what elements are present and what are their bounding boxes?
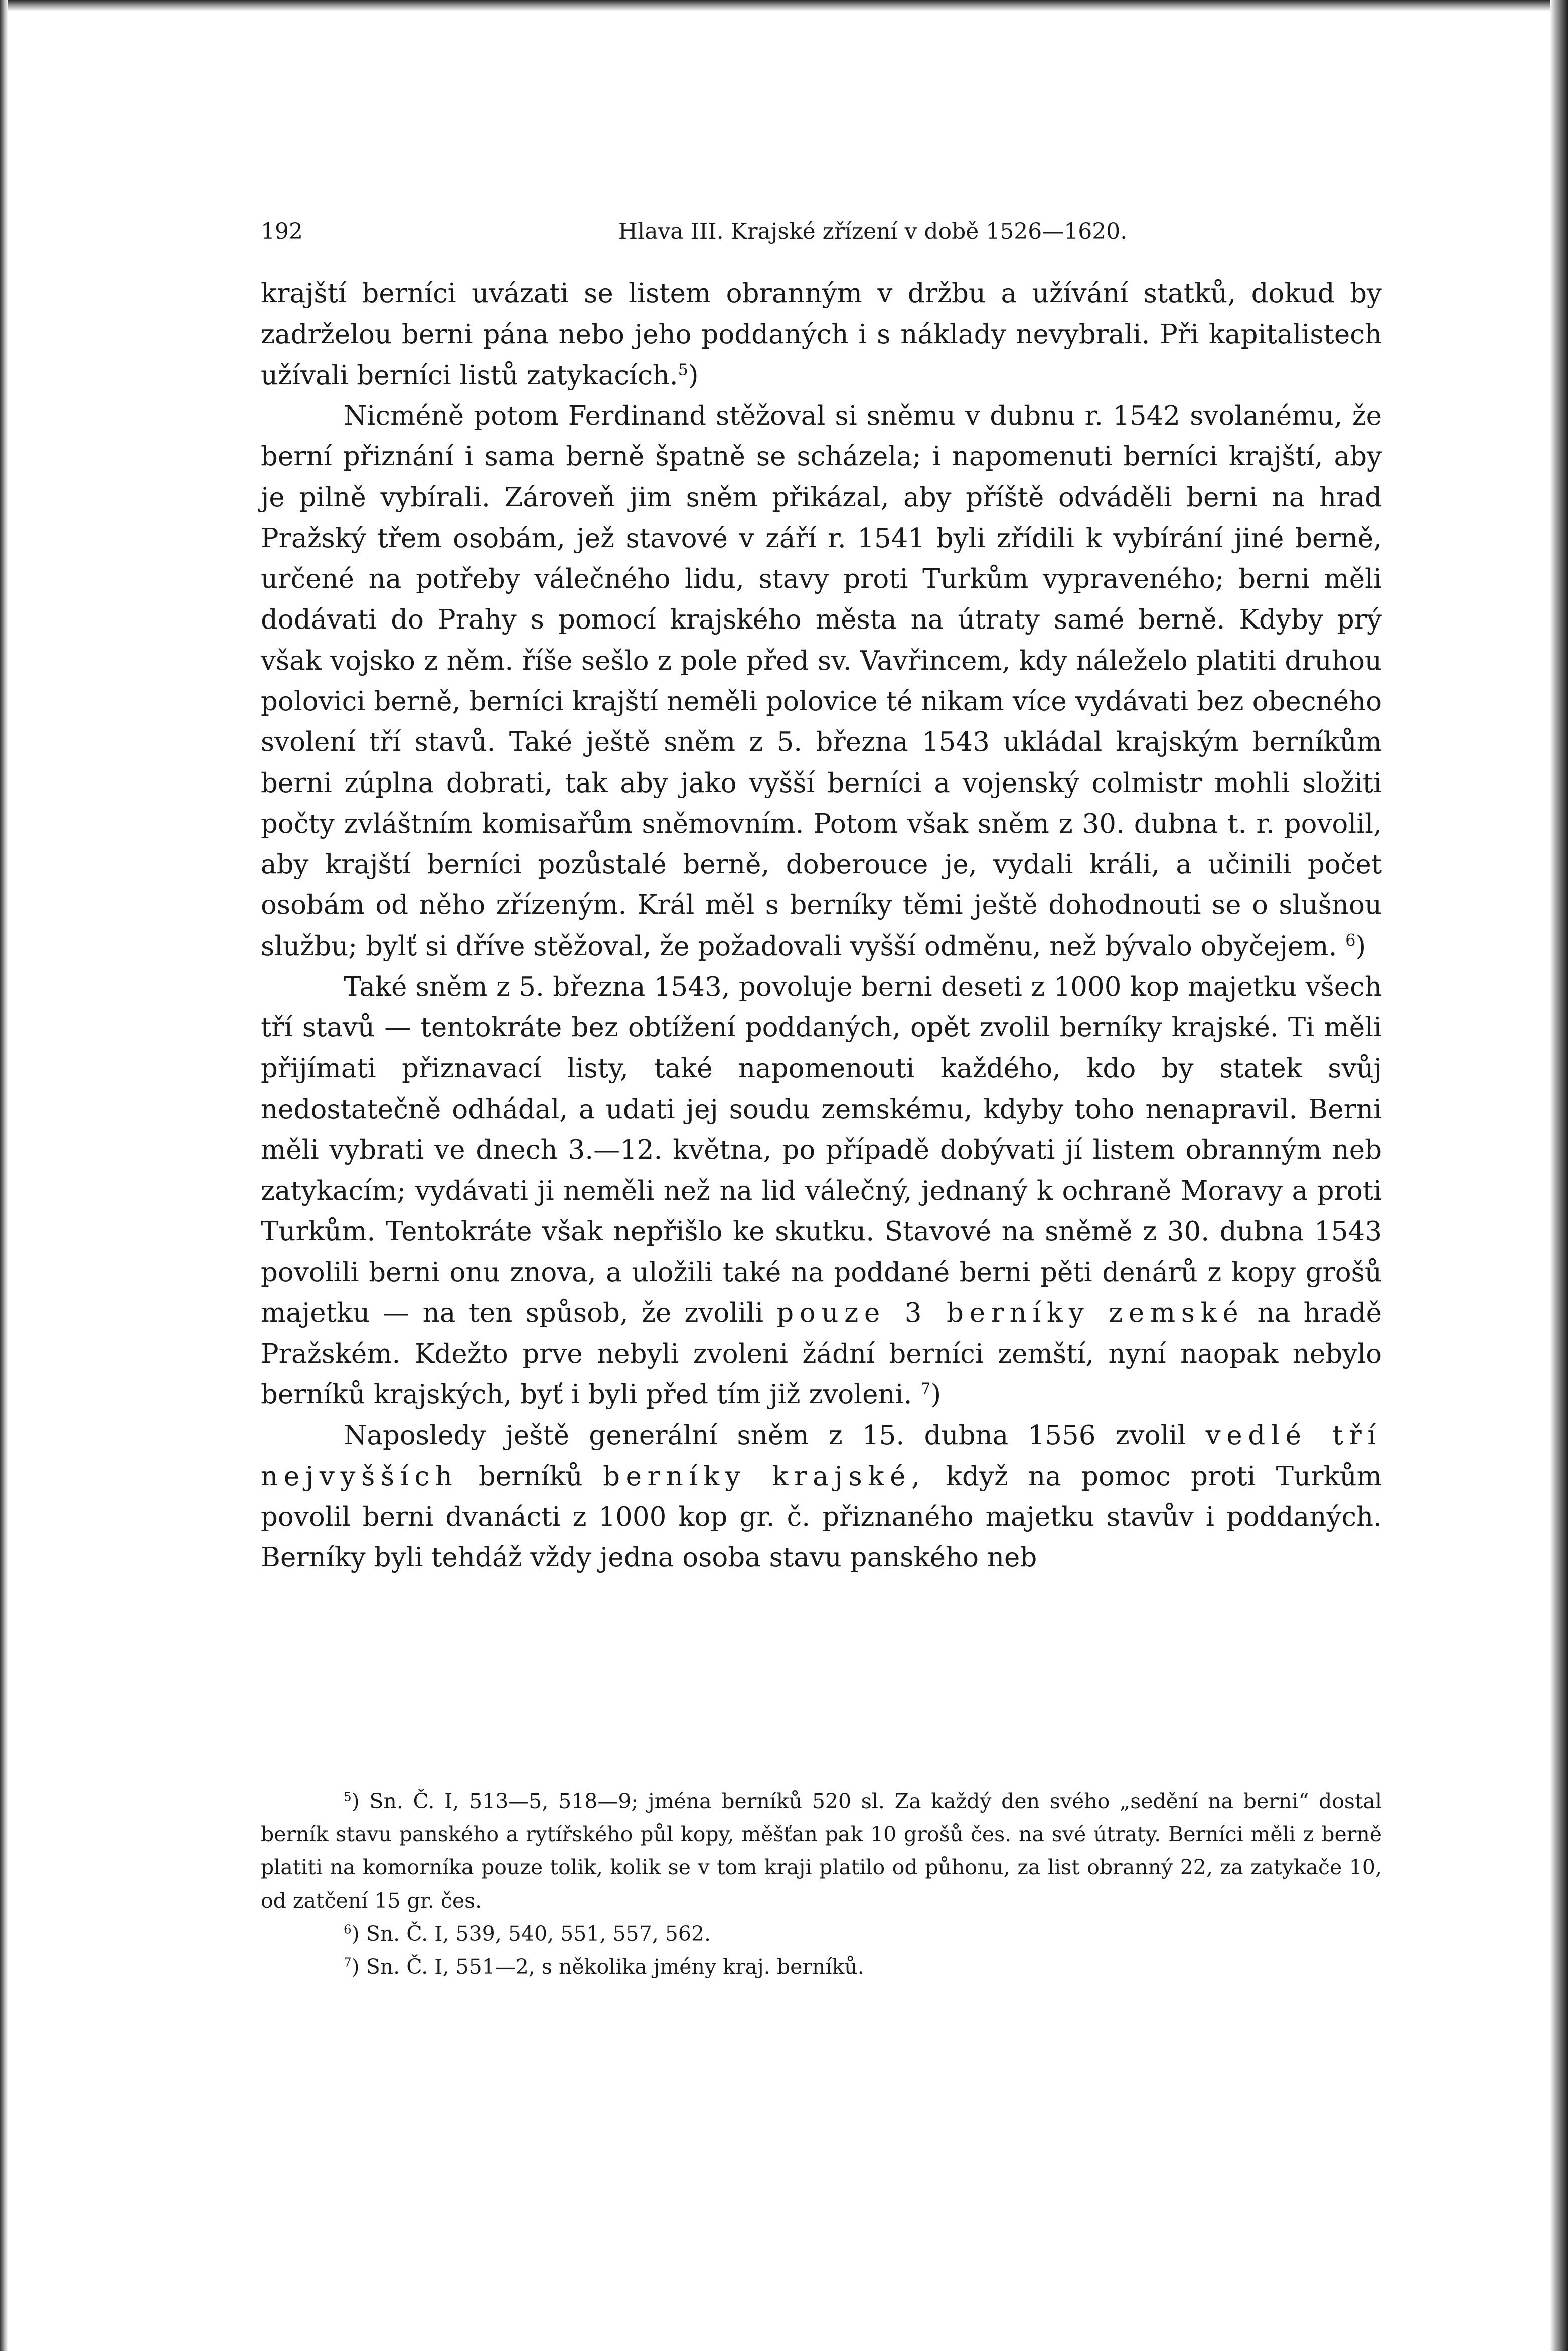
- footnote-7: $^7$) Sn. Č. I, 551—2, s několika jmény kraj. berníků.: [344, 1955, 864, 1979]
- running-title: Hlava III. Krajské zřízení v době 1526—1620.: [618, 219, 1128, 244]
- footnote-6-mark: 6: [344, 1922, 352, 1937]
- page-header: [261, 217, 1384, 247]
- paragraph-3-text-a: Také sněm z 5. března 1543, povoluje berni deseti z 1000 kop majetku všech tří stavů — tentokráte bez obtížení poddaných, opět zvolil berníky krajské. Ti měli přijímati přiznavací listy, také napomenouti každého, kdo by statek svůj nedostatečně odhádal, a udati jej soudu zemskému, kdyby toho nenapravil. Berni měli vybrati ve dnech 3.—12. května, po případě dobývati jí listem obranným neb zatykacím; vydávati ji neměli než na lid válečný, jednaný k ochraně Moravy a proti Turkům. Tentokráte však nepřišlo ke skutku. Stavové na sněmě z 30. dubna 1543 povolili berni onu znova, a uložili také na poddané berni pěti denárů z kopy grošů majetku — na ten spůsob, že zvolili: [261, 972, 1382, 1329]
- footnote-5: $^5$) Sn. Č. I, 513—5, 518—9; jména berníků 520 sl. Za každý den svého „sedění na berni“ dostal berník stavu panského a rytířského půl kopy, měšťan pak 10 grošů čes. na své útraty. Berníci měli z berně platiti na komorníka pouze tolik, kolik se v tom kraji platilo od půhonu, za list obranný 22, za zatykače 10, od zatčení 15 gr. čes.: [261, 1789, 1382, 1913]
- paragraph-2-text: Nicméně potom Ferdinand stěžoval si sněmu v dubnu r. 1542 svolanému, že berní přiznání i sama berně špatně se scházela; i napomenuti berníci krajští, aby je pilně vybírali. Zároveň jim sněm přikázal, aby příště odváděli berni na hrad Pražský třem osobám, jež stavové v září r. 1541 byli zřídili k vybírání jiné berně, určené na potřeby válečného lidu, stavy proti Turkům vypraveného; berni měli dodávati do Prahy s pomocí krajského města na útraty samé berně. Kdyby prý však vojsko z něm. říše sešlo z pole před sv. Vavřincem, kdy náleželo platiti druhou polovici berně, berníci krajští neměli polovice té nikam více vydávati bez obecného svolení tří stavů. Také ještě sněm z 5. března 1543 ukládal krajským berníkům berni zúplna dobrati, tak aby jako vyšší berníci a vojenský colmistr mohli složiti počty zvláštním komisařům sněmovním. Potom však sněm z 30. dubna t. r. povolil, aby krajští berníci pozůstalé berně, doberouce je, vydali králi, a učinili počet osobám od něho zřízeným. Král měl s berníky těmi ještě dohodnouti se o slušnou službu; bylť si dříve stěžoval, že požadovali vyšší odměnu, než bývalo obyčejem.: [261, 400, 1382, 962]
- paragraph-3-spaced: pouze 3 berníky zemské: [776, 1298, 1244, 1329]
- paragraph-4-spaced-2: berníky krajské,: [603, 1461, 926, 1492]
- footnote-ref-5: 5: [678, 360, 688, 379]
- footnote-7-mark: 7: [344, 1955, 352, 1970]
- footnote-5-mark: 5: [344, 1789, 352, 1804]
- paragraph-4: [261, 1415, 1382, 1578]
- body-text: [261, 273, 1382, 1579]
- paragraph-3-text-b: na hradě Pražském. Kdežto prve nebyli zvoleni žádní berníci zemští, nyní naopak nebylo berníků krajských, byť i byli před tím již zvoleni.: [261, 1298, 1382, 1410]
- footnote-5-text: Sn. Č. I, 513—5, 518—9; jména berníků 520 sl. Za každý den svého „sedění na berni“ dostal berník stavu panského a rytířského půl kopy, měšťan pak 10 grošů čes. na své útraty. Berníci měli z berně platiti na komorníka pouze tolik, kolik se v tom kraji platilo od půhonu, za list obranný 22, za zatykače 10, od zatčení 15 gr. čes.: [261, 1789, 1382, 1913]
- footnote-ref-6: 6: [1345, 931, 1356, 950]
- footnote-7-text: Sn. Č. I, 551—2, s několika jmény kraj. berníků.: [366, 1955, 864, 1979]
- paragraph-4-text-c: když na pomoc proti Turkům povolil berni dvanácti z 1000 kop gr. č. přiznaného majetku stavův i poddaných. Berníky byli tehdáž vždy jedna osoba stavu panského neb: [261, 1461, 1382, 1574]
- scan-border-left: [0, 0, 8, 2351]
- footnote-ref-7: 7: [920, 1379, 931, 1398]
- scan-border-right: [1550, 0, 1568, 2351]
- paragraph-4-text-b: berníků: [478, 1461, 583, 1492]
- footnotes: [261, 1785, 1382, 1983]
- paragraph-4-text-a: Naposledy ještě generální sněm z 15. dubna 1556 zvolil: [344, 1420, 1186, 1451]
- page-number: 192: [261, 219, 303, 244]
- paragraph-1: krajští berníci uvázati se listem obranným v držbu a užívání statků, dokud by zadrželou berni pána nebo jeho poddaných i s náklady nevybrali. Při kapitalistech užívali berníci listů zatykacích.$^5$): [261, 278, 1382, 391]
- paragraph-4-spaced-1: vedlé tří nejvyšších: [261, 1420, 1382, 1492]
- footnote-6-text: Sn. Č. I, 539, 540, 551, 557, 562.: [366, 1922, 711, 1946]
- scan-border-top: [0, 0, 1568, 11]
- paragraph-2: Nicméně potom Ferdinand stěžoval si sněmu v dubnu r. 1542 svolanému, že berní přiznání i sama berně špatně se scházela; i napomenuti berníci krajští, aby je pilně vybírali. Zároveň jim sněm přikázal, aby příště odváděli berni na hrad Pražský třem osobám, jež stavové v září r. 1541 byli zřídili k vybírání jiné berně, určené na potřeby válečného lidu, stavy proti Turkům vypraveného; berni měli dodávati do Prahy s pomocí krajského města na útraty samé berně. Kdyby prý však vojsko z něm. říše sešlo z pole před sv. Vavřincem, kdy náleželo platiti druhou polovici berně, berníci krajští neměli polovice té nikam více vydávati bez obecného svolení tří stavů. Také ještě sněm z 5. března 1543 ukládal krajským berníkům berni zúplna dobrati, tak aby jako vyšší berníci a vojenský colmistr mohli složiti počty zvláštním komisařům sněmovním. Potom však sněm z 30. dubna t. r. povolil, aby krajští berníci pozůstalé berně, doberouce je, vydali králi, a učinili počet osobám od něho zřízeným. Král měl s berníky těmi ještě dohodnouti se o slušnou službu; bylť si dříve stěžoval, že požadovali vyšší odměnu, než bývalo obyčejem. $^6$): [261, 400, 1382, 962]
- paragraph-3: Také sněm z 5. března 1543, povoluje berni deseti z 1000 kop majetku všech tří stavů — tentokráte bez obtížení poddaných, opět zvolil berníky krajské. Ti měli přijímati přiznavací listy, také napomenouti každého, kdo by statek svůj nedostatečně odhádal, a udati jej soudu zemskému, kdyby toho nenapravil. Berni měli vybrati ve dnech 3.—12. května, po případě dobývati jí listem obranným neb zatykacím; vydávati ji neměli než na lid válečný, jednaný k ochraně Moravy a proti Turkům. Tentokráte však nepřišlo ke skutku. Stavové na sněmě z 30. dubna 1543 povolili berni onu znova, a uložili také na poddané berni pěti denárů z kopy grošů majetku — na ten spůsob, že zvolili pouze 3 berníky zemské na hradě Pražském. Kdežto prve nebyli zvoleni žádní berníci zemští, nyní naopak nebylo berníků krajských, byť i byli před tím již zvoleni. $^7$): [261, 972, 1382, 1410]
- paragraph-1-text: krajští berníci uvázati se listem obranným v držbu a užívání statků, dokud by zadrželou berni pána nebo jeho poddaných i s náklady nevybrali. Při kapitalistech užívali berníci listů zatykacích.: [261, 278, 1382, 391]
- footnote-6: $^6$) Sn. Č. I, 539, 540, 551, 557, 562.: [344, 1922, 711, 1946]
